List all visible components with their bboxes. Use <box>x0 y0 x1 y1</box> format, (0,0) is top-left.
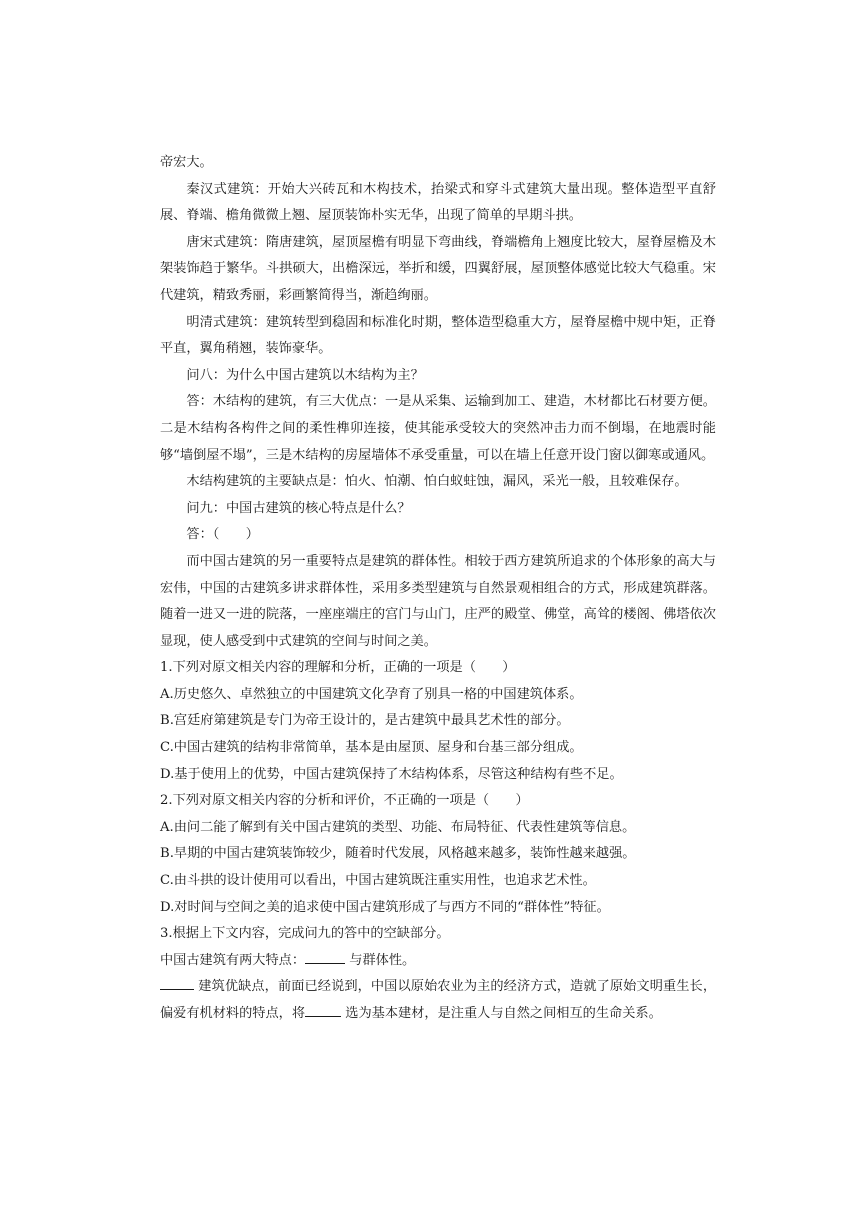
q3-line-two <box>160 974 716 1027</box>
q3-stem: 3.根据上下文内容，完成问九的答中的空缺部分。 <box>160 926 450 942</box>
paragraph-ming-qing: 明清式建筑：建筑转型到稳固和标准化时期，整体造型稳重大方，屋脊屋檐中规中矩，正脊平直，翼角稍翘，装饰豪华。 <box>160 314 716 357</box>
fill-blank-2[interactable] <box>160 974 194 990</box>
q2-option-a: A.由问二能了解到有关中国古建筑的类型、功能、布局特征、代表性建筑等信息。 <box>160 819 636 835</box>
q1-option-c: C.中国古建筑的结构非常简单，基本是由屋顶、屋身和台基三部分组成。 <box>160 740 583 756</box>
paragraph-tang-song: 唐宋式建筑：隋唐建筑，屋顶屋檐有明显下弯曲线，脊端檐角上翘度比较大，屋脊屋檐及木架装饰趋于繁华。斗拱硕大，出檐深远，举折和缓，四翼舒展，屋顶整体感觉比较大气稳重。宋代建筑，精致秀丽，彩画繁简得当，渐趋绚丽。 <box>160 234 716 303</box>
q3-line-two-start: 建筑优缺点，前面已经说到，中国以原始农业为主的经济方式，造就了原始文明重生长，偏爱有机材料的特点，将 <box>160 979 717 1021</box>
answer-nine-blank: 答：（ ） <box>186 527 259 543</box>
q3-line-one-end: 与群体性。 <box>349 952 416 968</box>
q1-option-b: B.宫廷府第建筑是专门为帝王设计的，是古建筑中最具艺术性的部分。 <box>160 713 570 729</box>
question-nine: 问九：中国古建筑的核心特点是什么？ <box>186 500 411 516</box>
q2-option-d: D.对时间与空间之美的追求使中国古建筑形成了与西方不同的“群体性”特征。 <box>160 899 610 915</box>
q1-stem: 1.下列对原文相关内容的理解和分析，正确的一项是（ ） <box>160 660 516 676</box>
paragraph-continuation: 帝宏大。 <box>160 155 213 170</box>
document-page <box>160 150 716 1028</box>
q3-line-one <box>160 948 716 975</box>
paragraph-qin-han: 秦汉式建筑：开始大兴砖瓦和木构技术，抬梁式和穿斗式建筑大量出现。整体造型平直舒展、脊端、檐角微微上翘、屋顶装饰朴实无华，出现了简单的早期斗拱。 <box>160 181 716 224</box>
q1-option-d: D.基于使用上的优势，中国古建筑保持了木结构体系，尽管这种结构有些不足。 <box>160 766 623 782</box>
q2-option-b: B.早期的中国古建筑装饰较少，随着时代发展，风格越来越多，装饰性越来越强。 <box>160 846 636 862</box>
q2-option-c: C.由斗拱的设计使用可以看出，中国古建筑既注重实用性，也追求艺术性。 <box>160 873 596 889</box>
q3-line-one-start: 中国古建筑有两大特点： <box>160 952 306 968</box>
paragraph-group-feature: 而中国古建筑的另一重要特点是建筑的群体性。相较于西方建筑所追求的个体形象的高大与宏伟，中国的古建筑多讲求群体性，采用多类型建筑与自然景观相组合的方式，形成建筑群落。随着一进又一进的院落，一座座端庄的宫门与山门，庄严的殿堂、佛堂，高耸的楼阁、佛塔依次显现，使人感受到中式建筑的空间与时间之美。 <box>160 553 716 649</box>
question-eight: 问八：为什么中国古建筑以木结构为主？ <box>186 367 424 383</box>
fill-blank-1[interactable] <box>305 948 345 964</box>
q3-line-two-end: 选为基本建材，是注重人与自然之间相互的生命关系。 <box>345 1006 662 1021</box>
q2-stem: 2.下列对原文相关内容的分析和评价，不正确的一项是（ ） <box>160 793 529 809</box>
answer-eight: 答：木结构的建筑，有三大优点：一是从采集、运输到加工、建造，木材都比石材要方便。二是木结构各构件之间的柔性榫卯连接，使其能承受较大的突然冲击力而不倒塌，在地震时能够“墙倒屋不塌”，三是木结构的房屋墙体不承受重量，可以在墙上任意开设门窗以御寒或通风。 <box>160 394 716 463</box>
q1-option-a: A.历史悠久、卓然独立的中国建筑文化孕育了别具一格的中国建筑体系。 <box>160 686 583 702</box>
fill-blank-3[interactable] <box>305 1001 341 1017</box>
wood-structure-drawbacks: 木结构建筑的主要缺点是：怕火、怕潮、怕白蚁蛀蚀，漏风，采光一般，且较难保存。 <box>186 474 688 490</box>
